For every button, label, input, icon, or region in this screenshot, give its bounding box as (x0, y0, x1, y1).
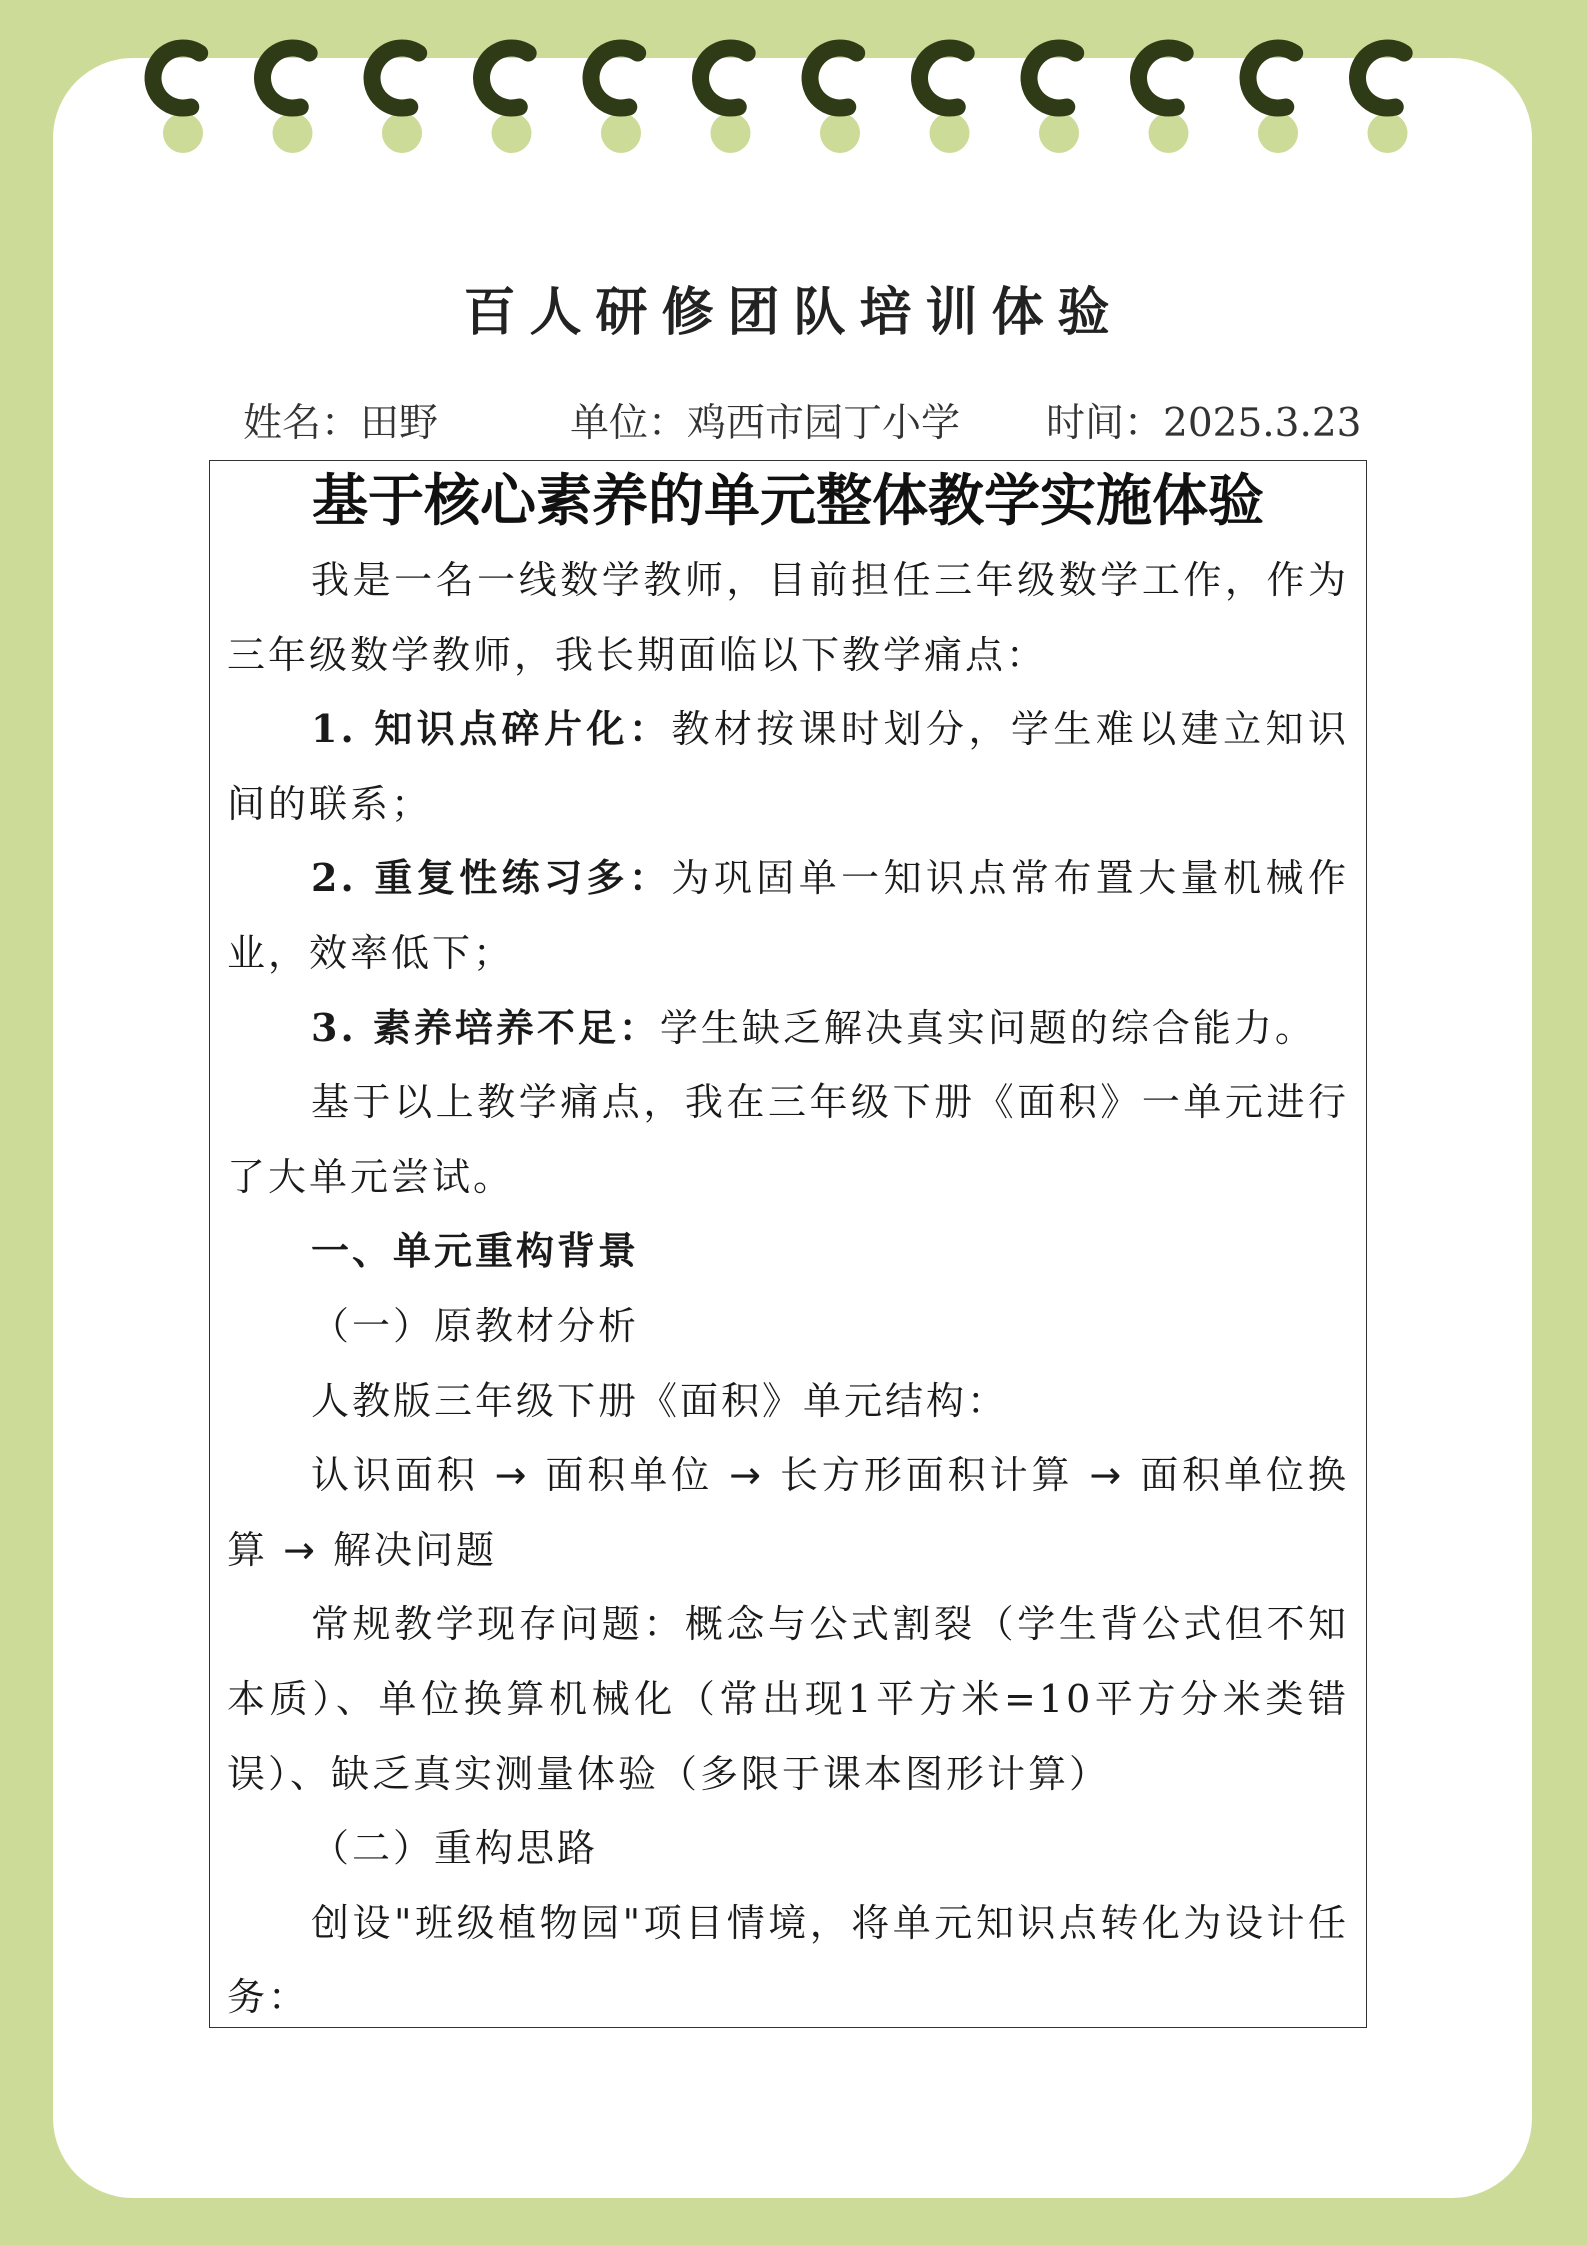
arrow-icon: → (1089, 1453, 1125, 1498)
flow-step: 面积单位 (545, 1453, 714, 1498)
pain-point-text: 学生缺乏解决真实问题的综合能力。 (659, 1005, 1316, 1050)
handwritten-title: 百人研修团队培训体验 (463, 283, 1124, 343)
binder-ring (153, 48, 200, 108)
binder-ring (701, 48, 748, 108)
subsection-heading-1: （一）原教材分析 (311, 1303, 640, 1348)
flow-step: 认识面积 (311, 1453, 479, 1498)
punch-hole (1039, 113, 1079, 153)
transition-paragraph: 基于以上教学痛点，我在三年级下册《面积》一单元进行了大单元尝试。 (227, 1080, 1349, 1199)
binder-ring (1029, 48, 1076, 108)
problems-paragraph: 常规教学现存问题：概念与公式割裂（学生背公式但不知本质）、单位换算机械化（常出现1平方米=10平方分米类错误）、缺乏真实测量体验（多限于课本图形计算） (227, 1602, 1349, 1796)
section-heading: 一、单元重构背景 (311, 1229, 640, 1274)
punch-hole (382, 113, 422, 153)
article-title: 基于核心素养的单元整体教学实施体验 (312, 469, 1264, 534)
binder-ring (482, 48, 529, 108)
pain-point-lead: 3. 素养培养不足： (311, 1004, 660, 1050)
date: 时间：2025.3.23 (1046, 401, 1362, 446)
punch-hole (1149, 113, 1189, 153)
punch-hole (1368, 113, 1408, 153)
punch-hole (820, 113, 860, 153)
structure-intro: 人教版三年级下册《面积》单元结构： (311, 1378, 1009, 1423)
arrow-icon: → (729, 1453, 764, 1498)
rethink-paragraph: 创设"班级植物园"项目情境，将单元知识点转化为设计任务： (227, 1900, 1349, 2020)
flow-step: 解决问题 (333, 1527, 498, 1572)
binder-ring (920, 48, 967, 108)
pain-point-3 (227, 991, 1349, 1066)
pain-point-text: 教材按课时划分，学生难以建立知识间的联系； (227, 707, 1349, 826)
punch-hole (273, 113, 313, 153)
author-name: 姓名：田野 (243, 401, 439, 446)
binder-ring (1358, 48, 1405, 108)
binder-ring (810, 48, 857, 108)
intro-paragraph: 我是一名一线数学教师，目前担任三年级数学工作，作为三年级数学教师，我长期面临以下教学痛点： (227, 558, 1349, 677)
binder-ring (263, 48, 310, 108)
binder-rings (0, 0, 1587, 170)
unit-flow (227, 1438, 1349, 1587)
punch-hole (163, 113, 203, 153)
punch-hole (601, 113, 641, 153)
subsection-heading-2: （二）重构思路 (311, 1826, 599, 1871)
flow-step: 面积单位换算 (227, 1453, 1349, 1572)
binder-ring (1139, 48, 1186, 108)
arrow-icon: → (283, 1527, 318, 1572)
pain-point-lead: 2. 重复性练习多： (311, 855, 672, 901)
flow-step: 长方形面积计算 (780, 1453, 1074, 1498)
punch-hole (1258, 113, 1298, 153)
binder-ring (372, 48, 419, 108)
binder-ring (1248, 48, 1295, 108)
binder-ring (591, 48, 638, 108)
punch-hole (930, 113, 970, 153)
pain-point-text: 为巩固单一知识点常布置大量机械作业，效率低下； (227, 856, 1349, 975)
author-unit: 单位：鸡西市园丁小学 (570, 401, 961, 446)
punch-hole (492, 113, 532, 153)
pain-point-lead: 1. 知识点碎片化： (311, 706, 672, 752)
meta-row (0, 392, 1587, 446)
pain-point-2 (227, 841, 1349, 990)
article-box (209, 460, 1367, 2028)
pain-point-1 (227, 692, 1349, 841)
punch-hole (711, 113, 751, 153)
arrow-icon: → (494, 1453, 530, 1498)
